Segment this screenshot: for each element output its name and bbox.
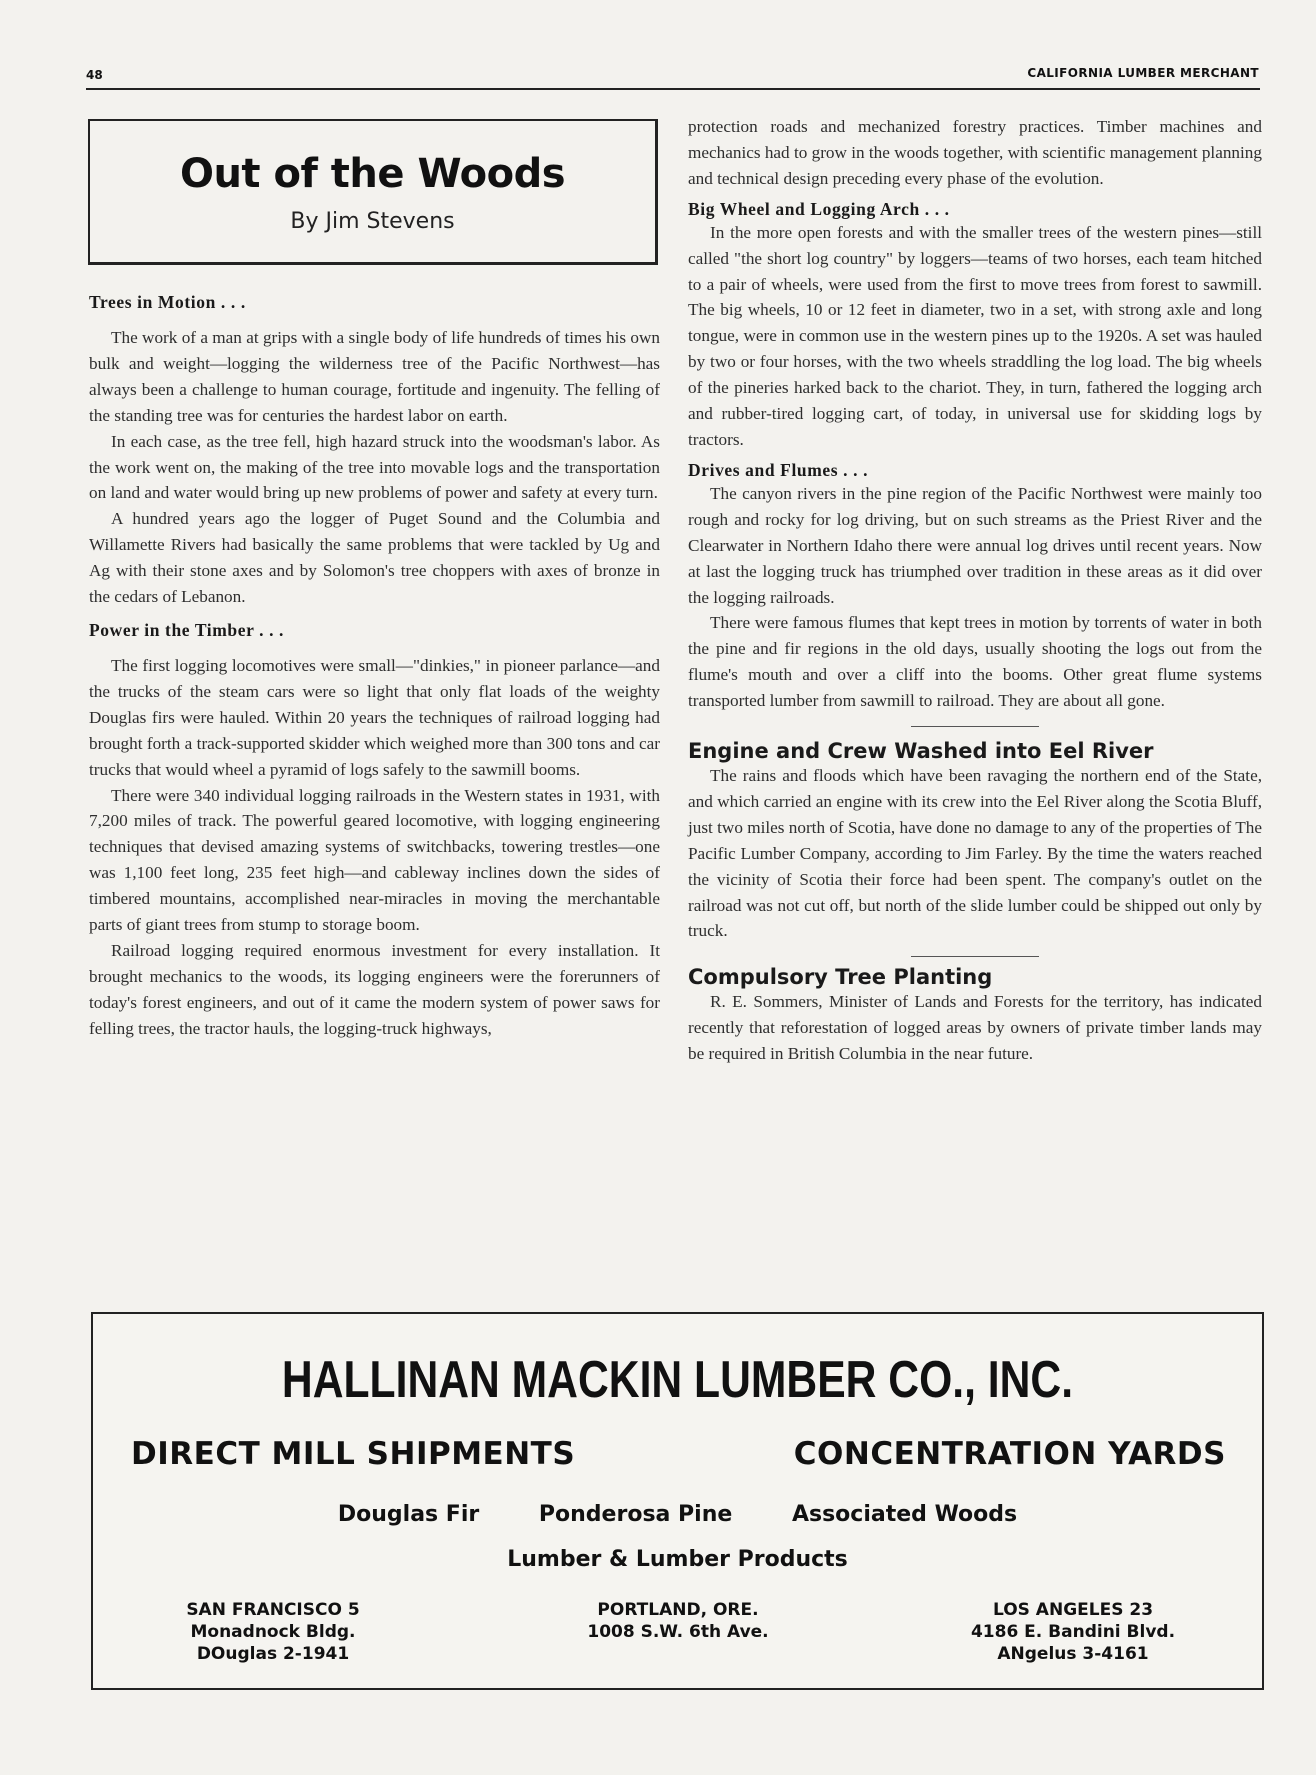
section-heading: Power in the Timber . . . [89, 619, 285, 640]
section-heading: Trees in Motion . . . [89, 292, 246, 312]
paragraph: The work of a man at grips with a single body of life hundreds of times his own bulk and weight—logging the wilderness tree of the Pacific Northwest—has always been a challenge to human courage, fortitude and ingenuity. The felling of the standing tree was for centuries the hardest labor on earth. [89, 328, 660, 425]
office-phone: ANgelus 3-4161 [997, 1644, 1149, 1664]
ad-tagline-right: CONCENTRATION YARDS [793, 1436, 1226, 1472]
section-heading: Drives and Flumes . . . [688, 459, 869, 480]
news-headline: Engine and Crew Washed into Eel River [688, 739, 1154, 764]
article-title-box [88, 119, 658, 265]
paragraph: protection roads and mechanized forestry practices. Timber machines and mechanics had to grow in the woods together, with scientific management planning and technical design preceding every phase of the evolution. [688, 117, 1262, 188]
office-los-angeles [923, 1599, 1223, 1665]
office-address: 4186 E. Bandini Blvd. [970, 1622, 1176, 1642]
paragraph: The canyon rivers in the pine region of the Pacific Northwest were mainly too rough and rocky for log driving, but on such streams as the Priest River and the Clearwater in Northern Idaho there were annual log drives until recent years. Now at last the logging truck has triumphed over tradition in these areas as it did over the logging railroads. [688, 483, 1262, 607]
publication-name: CALIFORNIA LUMBER MERCHANT [1027, 66, 1259, 80]
article-title: Out of the Woods [179, 151, 566, 197]
office-phone: DOuglas 2-1941 [196, 1644, 350, 1664]
separator-rule [911, 956, 1039, 957]
paragraph: A hundred years ago the logger of Puget Sound and the Columbia and Willamette Rivers had basically the same problems that were tackled by Ug and Ag with their stone axes and by Solomon's tree choppers with axes of bronze in the cedars of Lebanon. [89, 509, 660, 607]
paragraph: There were famous flumes that kept trees in motion by torrents of water in both the pine and fir regions in the old days, usually shooting the logs out from the flume's mouth and over a cliff into the booms. Other great flume systems transported lumber from sawmill to railroad. They are about all gone. [688, 613, 1262, 711]
office-address: 1008 S.W. 6th Ave. [587, 1622, 769, 1642]
right-column [688, 114, 1262, 1067]
office-address: Monadnock Bldg. [190, 1622, 356, 1642]
news-headline: Compulsory Tree Planting [688, 965, 993, 990]
separator-rule [911, 726, 1039, 727]
ad-wood-item: Associated Woods [791, 1502, 1018, 1527]
ad-wood-item: Douglas Fir [337, 1502, 480, 1527]
ad-company-name: HALLINAN MACKIN LUMBER CO., INC. [281, 1351, 1074, 1409]
paragraph: In each case, as the tree fell, high hazard struck into the woodsman's labor. As the work went on, the making of the tree into movable logs and the transportation on land and water would bring up new problems of power and safety at every turn. [89, 431, 660, 503]
section-heading: Big Wheel and Logging Arch . . . [688, 198, 950, 219]
ad-products: Lumber & Lumber Products [507, 1547, 848, 1572]
office-city: PORTLAND, ORE. [597, 1600, 759, 1620]
ad-woods-list [93, 1502, 1262, 1527]
paragraph: R. E. Sommers, Minister of Lands and Forests for the territory, has indicated recently that reforestation of logged areas by owners of private timber lands may be required in British Columbia in the near future. [688, 992, 1262, 1064]
office-portland [528, 1599, 828, 1643]
office-city: LOS ANGELES 23 [992, 1600, 1154, 1620]
article-byline: By Jim Stevens [290, 209, 455, 234]
header-rule [86, 88, 1260, 90]
left-column [89, 292, 660, 1042]
paragraph: The first logging locomotives were small—"dinkies," in pioneer parlance—and the trucks of the steam cars were so light that only flat loads of the weighty Douglas firs were hauled. Within 20 years the techniques of railroad logging had brought forth a track-supported skidder which weighed more than 300 tons and car trucks that would wheel a pyramid of logs safely to the sawmill booms. [89, 655, 660, 779]
paragraph: The rains and floods which have been ravaging the northern end of the State, and which carried an engine with its crew into the Eel River along the Scotia Bluff, just two miles north of Scotia, have done no damage to any of the properties of The Pacific Lumber Company, according to Jim Farley. By the time the waters reached the vicinity of Scotia their force had been spent. The company's outlet on the railroad was not cut off, but north of the slide lumber could be shipped out only by truck. [688, 766, 1262, 941]
office-san-francisco [123, 1599, 423, 1665]
office-city: SAN FRANCISCO 5 [186, 1600, 360, 1620]
advertisement [91, 1312, 1264, 1690]
ad-wood-item: Ponderosa Pine [538, 1502, 733, 1527]
page-number: 48 [86, 68, 103, 82]
paragraph: There were 340 individual logging railroads in the Western states in 1931, with 7,200 miles of track. The powerful geared locomotive, with logging engineering techniques that devised amazing systems of switchbacks, towering trestles—one was 1,100 feet long, 235 feet high—and cableway inclines down the sides of timbered mountains, accomplished near-miracles in moving the merchantable parts of giant trees from stump to storage boom. [89, 785, 660, 935]
paragraph: In the more open forests and with the smaller trees of the western pines—still called "the short log country" by loggers—teams of two horses, each team hitched to a pair of wheels, were used from the first to move trees from forest to sawmill. The big wheels, 10 or 12 feet in diameter, two in a set, with strong axle and long tongue, were in common use in the western pines up to the 1920s. A set was hauled by two or four horses, with the two wheels straddling the log load. The big wheels of the pineries harked back to the chariot. They, in turn, fathered the logging arch and rubber-tired logging cart, of today, in universal use for skidding logs by tractors. [688, 222, 1262, 449]
paragraph: Railroad logging required enormous investment for every installation. It brought mechanics to the woods, its logging engineers were the forerunners of today's forest engineers, and out of it came the modern system of power saws for felling trees, the tractor hauls, the logging-truck highways, [89, 940, 660, 1038]
ad-tagline-left: DIRECT MILL SHIPMENTS [131, 1436, 576, 1472]
